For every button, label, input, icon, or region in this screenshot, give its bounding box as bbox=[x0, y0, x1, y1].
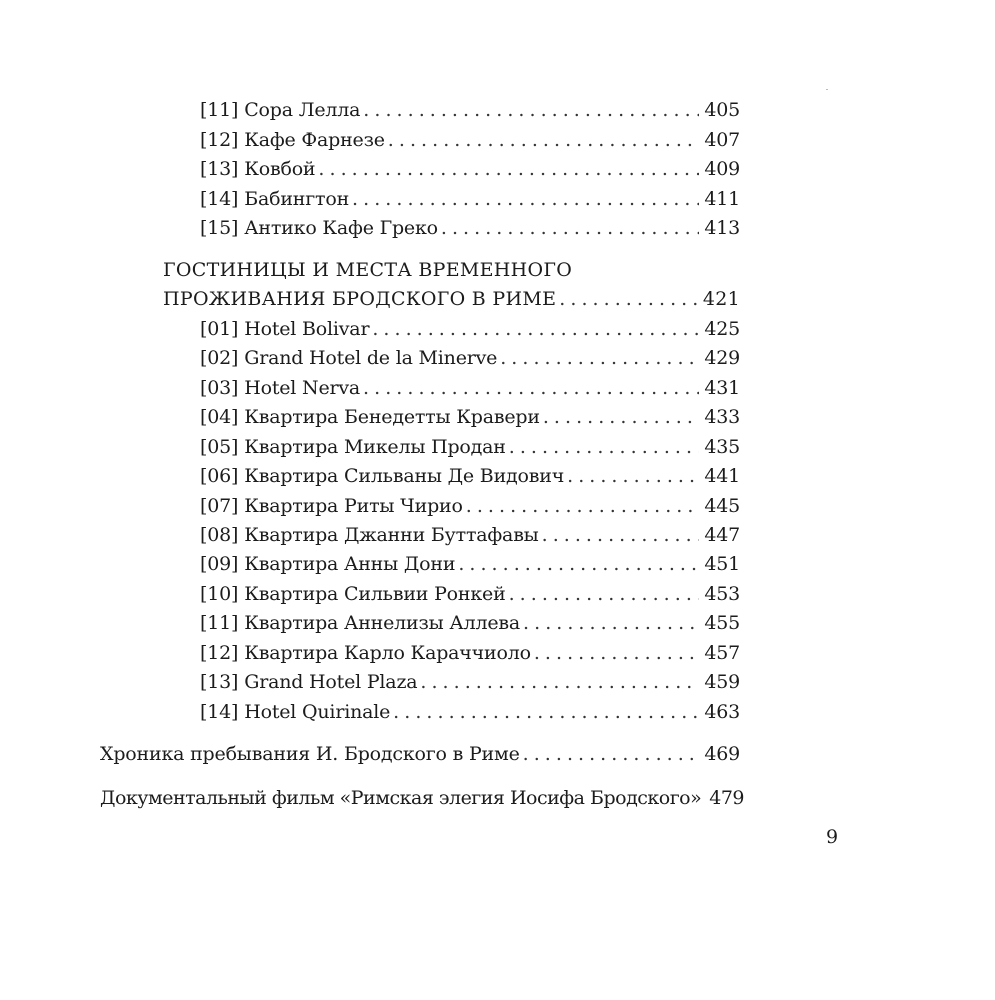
dot-leader bbox=[352, 187, 699, 211]
entry-page: 469 bbox=[704, 743, 740, 765]
toc-entry bbox=[200, 670, 740, 694]
entry-title: Квартира Риты Чирио bbox=[244, 495, 463, 517]
entry-title: Квартира Карло Караччиоло bbox=[244, 642, 531, 664]
toc-entry bbox=[200, 435, 740, 459]
dot-leader bbox=[567, 464, 699, 488]
dot-leader bbox=[559, 287, 698, 311]
toc-entry bbox=[200, 157, 740, 181]
entry-page: 409 bbox=[704, 158, 740, 180]
toc-entry bbox=[200, 405, 740, 429]
section-heading-entry bbox=[163, 287, 740, 311]
entry-index: [ 01 ] bbox=[200, 317, 238, 341]
entry-index: [ 07 ] bbox=[200, 494, 238, 518]
entry-title: Hotel Nerva bbox=[244, 377, 361, 399]
entry-page: 445 bbox=[704, 495, 740, 517]
dot-leader bbox=[393, 700, 699, 724]
entry-title: Hotel Quirinale bbox=[244, 701, 391, 723]
page-number: 9 bbox=[826, 826, 839, 848]
toc-entry bbox=[200, 187, 740, 211]
dot-leader bbox=[420, 670, 699, 694]
dot-leader bbox=[509, 435, 700, 459]
entry-index: [ 03 ] bbox=[200, 376, 238, 400]
entry-title: Квартира Микелы Продан bbox=[244, 436, 506, 458]
entry-index: [ 04 ] bbox=[200, 405, 238, 429]
dot-leader bbox=[509, 582, 700, 606]
dot-leader bbox=[534, 641, 700, 665]
dot-leader bbox=[372, 317, 699, 341]
entry-index: [ 05 ] bbox=[200, 435, 238, 459]
entry-title: Квартира Бенедетты Кравери bbox=[244, 406, 540, 428]
entry-page: 425 bbox=[704, 318, 740, 340]
entry-index: [ 14 ] bbox=[200, 700, 238, 724]
entry-index: [ 11 ] bbox=[200, 98, 238, 122]
entry-title: Grand Hotel de la Minerve bbox=[244, 347, 498, 369]
entry-title: Квартира Джанни Буттафавы bbox=[244, 524, 539, 546]
entry-index: [ 12 ] bbox=[200, 641, 238, 665]
toc-entry bbox=[200, 700, 740, 724]
entry-page: 411 bbox=[704, 188, 740, 210]
dot-leader bbox=[500, 346, 699, 370]
entry-title: Кафе Фарнезе bbox=[244, 129, 385, 151]
dot-leader bbox=[363, 376, 699, 400]
entry-index: [ 15 ] bbox=[200, 216, 238, 240]
entry-page: 433 bbox=[704, 406, 740, 428]
entry-title: Документальный фильм «Римская элегия Иосифа Бродского» bbox=[100, 787, 702, 809]
dot-leader bbox=[543, 405, 700, 429]
dot-leader bbox=[363, 98, 699, 122]
toc-entry bbox=[200, 494, 740, 518]
toc-entry bbox=[200, 582, 740, 606]
entry-title: Квартира Сильваны Де Видович bbox=[244, 465, 565, 487]
entry-page: 441 bbox=[704, 465, 740, 487]
dot-leader bbox=[458, 552, 699, 576]
toc-entry bbox=[200, 216, 740, 240]
dot-leader bbox=[523, 611, 699, 635]
entry-page: 451 bbox=[704, 553, 740, 575]
dot-leader bbox=[388, 128, 700, 152]
entry-title: Квартира Аннелизы Аллева bbox=[244, 612, 521, 634]
entry-index: [ 02 ] bbox=[200, 346, 238, 370]
scan-speck bbox=[826, 89, 828, 90]
entry-index: [ 06 ] bbox=[200, 464, 238, 488]
entry-index: [ 09 ] bbox=[200, 552, 238, 576]
toc-entry bbox=[200, 464, 740, 488]
toc-main-entry bbox=[100, 786, 745, 810]
section-heading-line1: ГОСТИНИЦЫ И МЕСТА ВРЕМЕННОГО bbox=[163, 259, 573, 281]
entry-index: [ 08 ] bbox=[200, 523, 238, 547]
entry-page: 457 bbox=[704, 642, 740, 664]
toc-entry bbox=[200, 552, 740, 576]
entry-title: Сора Лелла bbox=[244, 99, 361, 121]
entry-title: Квартира Сильвии Ронкей bbox=[244, 583, 506, 605]
dot-leader bbox=[318, 157, 699, 181]
dot-leader bbox=[542, 523, 700, 547]
entry-title: Hotel Bolivar bbox=[244, 318, 370, 340]
entry-page: 407 bbox=[704, 129, 740, 151]
entry-index: [ 10 ] bbox=[200, 582, 238, 606]
entry-page: 405 bbox=[704, 99, 740, 121]
dot-leader bbox=[466, 494, 700, 518]
entry-page: 435 bbox=[704, 436, 740, 458]
entry-page: 479 bbox=[709, 787, 745, 809]
entry-page: 453 bbox=[704, 583, 740, 605]
toc-entry bbox=[200, 128, 740, 152]
entry-title: Квартира Анны Дони bbox=[244, 553, 456, 575]
dot-leader bbox=[523, 742, 700, 766]
entry-title: Хроника пребывания И. Бродского в Риме bbox=[100, 743, 520, 765]
entry-page: 429 bbox=[704, 347, 740, 369]
entry-page: 459 bbox=[704, 671, 740, 693]
toc-entry bbox=[200, 641, 740, 665]
entry-page: 447 bbox=[704, 524, 740, 546]
entry-page: 455 bbox=[704, 612, 740, 634]
section-heading-line2: ПРОЖИВАНИЯ БРОДСКОГО В РИМЕ bbox=[163, 288, 557, 310]
section-page: 421 bbox=[702, 288, 740, 310]
dot-leader bbox=[441, 216, 699, 240]
entry-index: [ 14 ] bbox=[200, 187, 238, 211]
toc-main-entry bbox=[100, 742, 740, 766]
entry-page: 463 bbox=[704, 701, 740, 723]
entry-title: Grand Hotel Plaza bbox=[244, 671, 418, 693]
entry-page: 413 bbox=[704, 217, 740, 239]
toc-entry bbox=[200, 376, 740, 400]
toc-entry bbox=[200, 523, 740, 547]
entry-index: [ 12 ] bbox=[200, 128, 238, 152]
entry-index: [ 13 ] bbox=[200, 157, 238, 181]
entry-page: 431 bbox=[704, 377, 740, 399]
entry-title: Ковбой bbox=[244, 158, 316, 180]
toc-entry bbox=[200, 611, 740, 635]
entry-index: [ 11 ] bbox=[200, 611, 238, 635]
toc-entry bbox=[200, 317, 740, 341]
entry-title: Антико Кафе Греко bbox=[244, 217, 438, 239]
entry-title: Бабингтон bbox=[244, 188, 350, 210]
toc-entry bbox=[200, 98, 740, 122]
toc-entry bbox=[200, 346, 740, 370]
entry-index: [ 13 ] bbox=[200, 670, 238, 694]
